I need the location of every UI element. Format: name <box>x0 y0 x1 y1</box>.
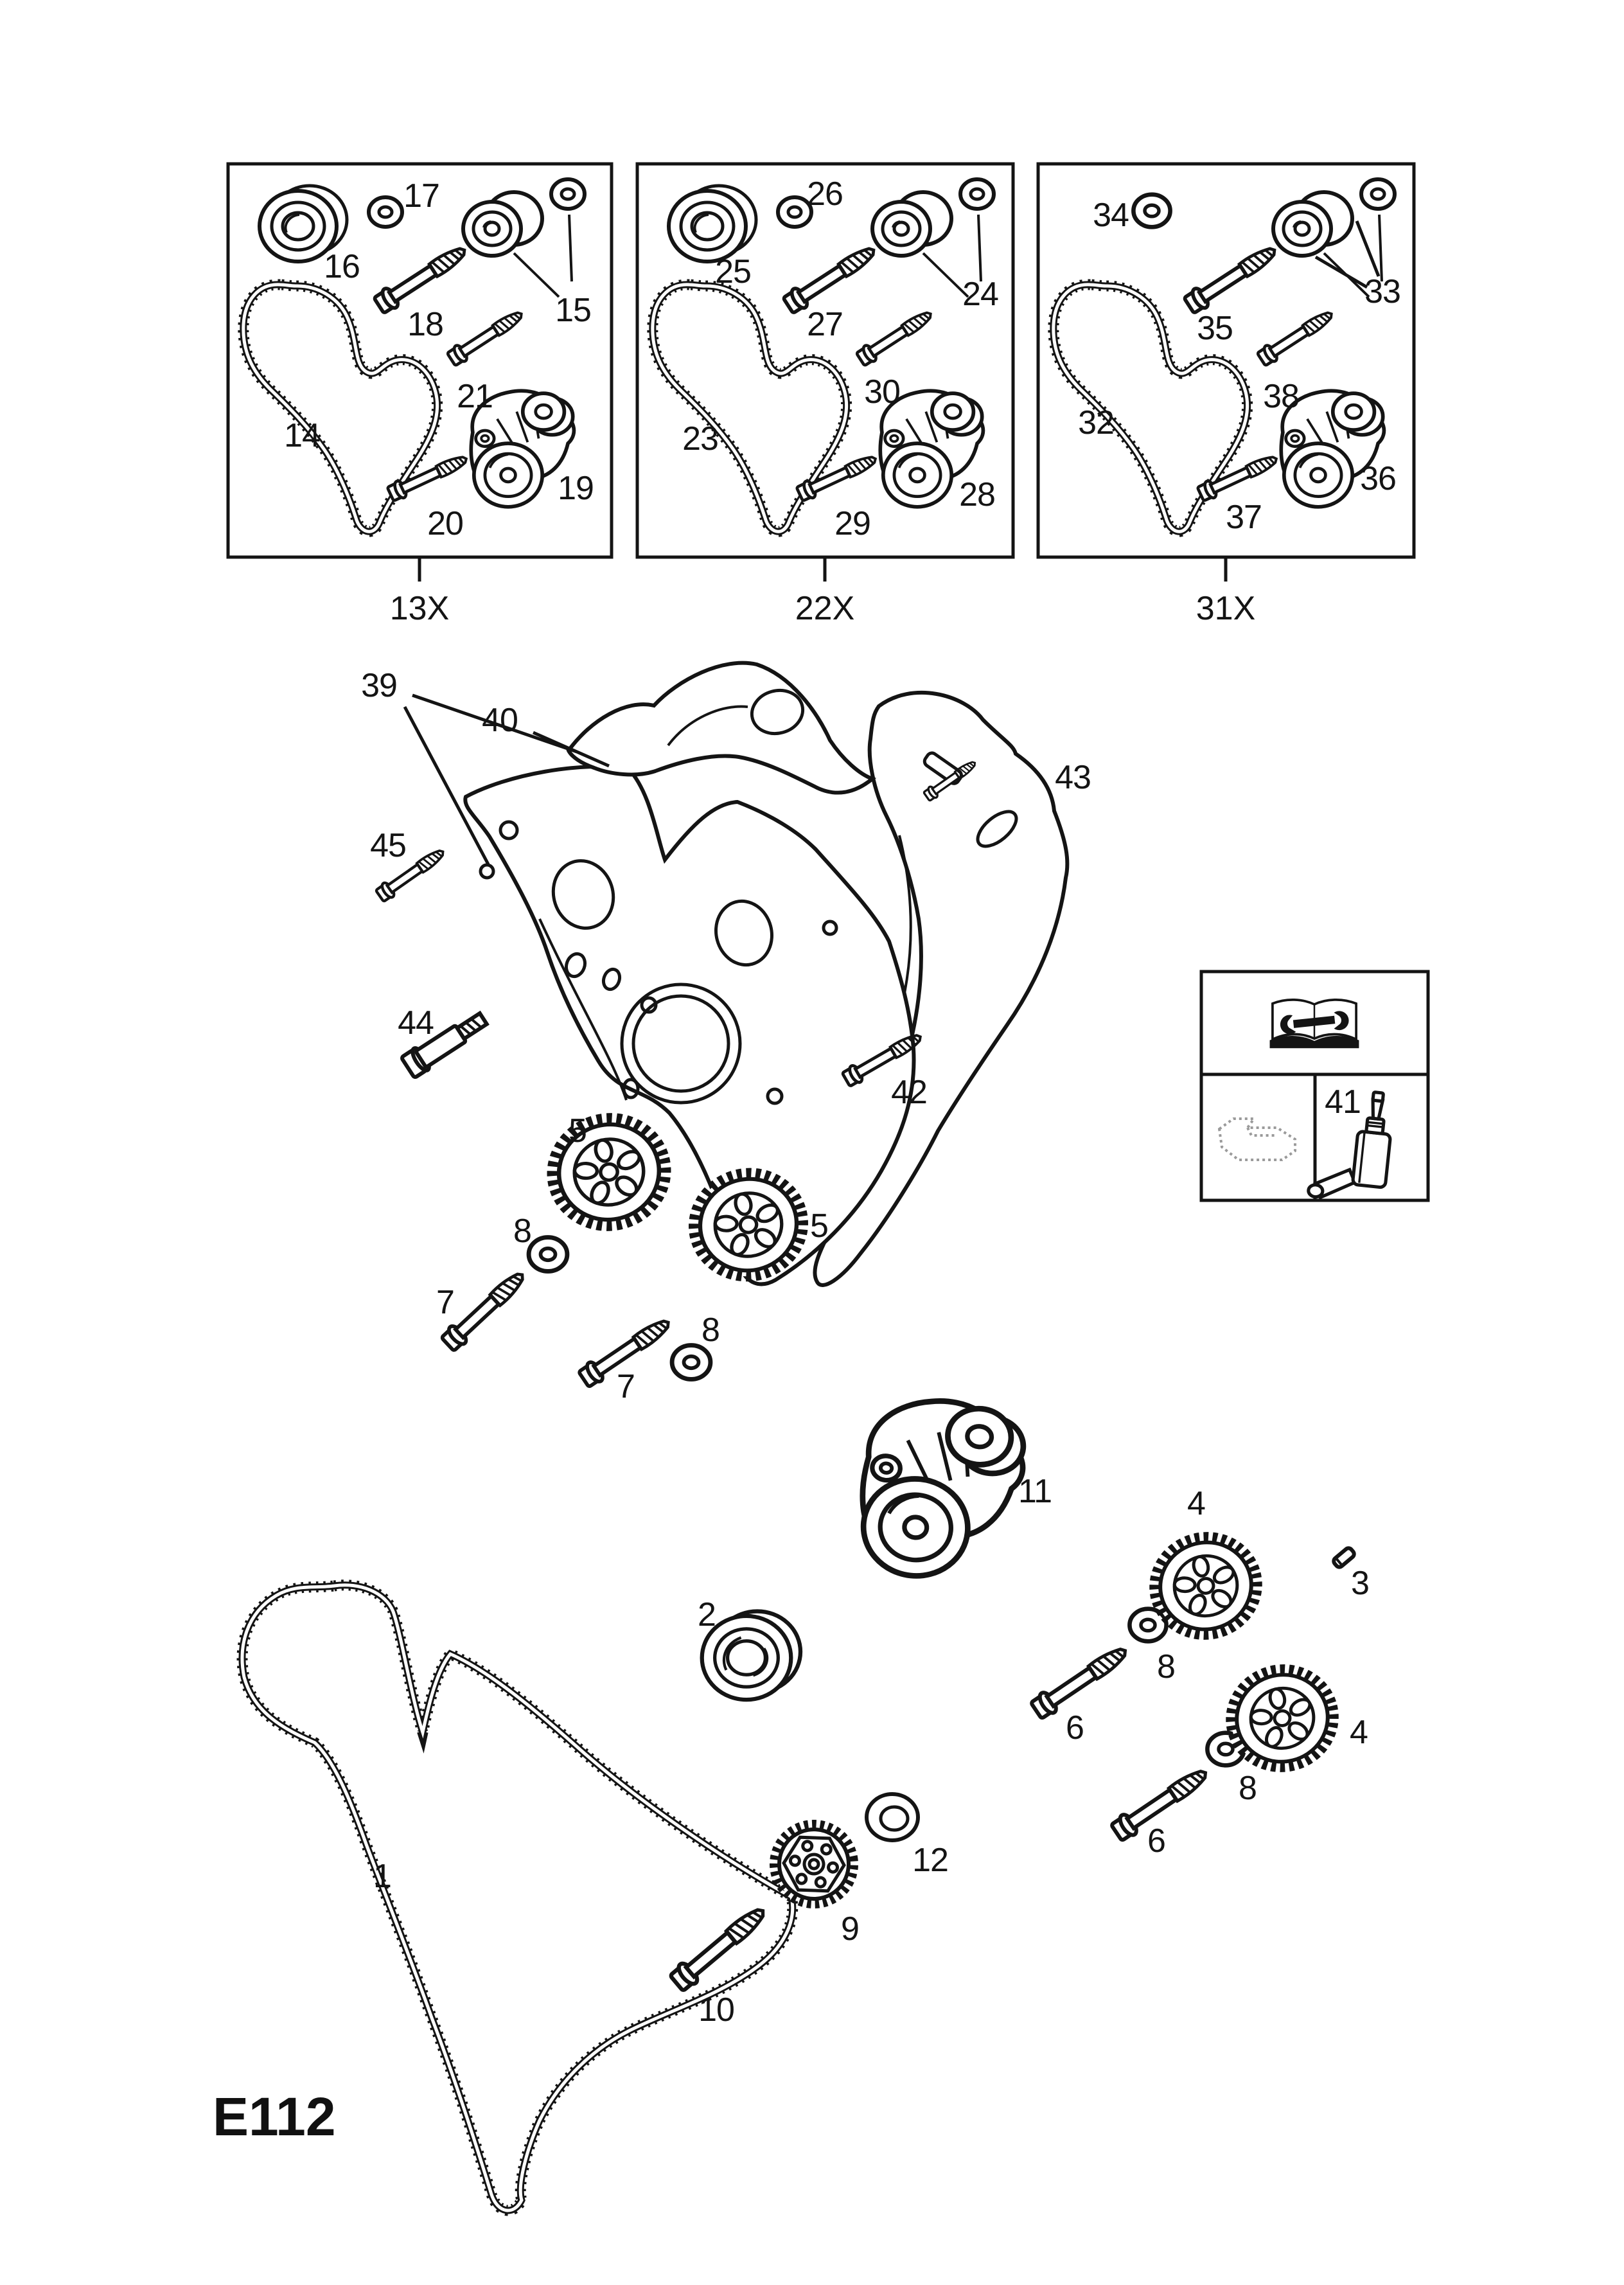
callout-12: 12 <box>912 1842 948 1879</box>
callout-8: 8 <box>513 1213 531 1250</box>
callout-7: 7 <box>436 1284 454 1321</box>
callout-28: 28 <box>959 476 995 513</box>
callout-21: 21 <box>457 378 493 415</box>
callout-9: 9 <box>841 1910 859 1948</box>
callout-15: 15 <box>555 292 591 329</box>
callout-42: 42 <box>891 1074 927 1111</box>
callout-24: 24 <box>962 276 998 313</box>
callout-30: 30 <box>864 373 900 411</box>
callout-18: 18 <box>407 306 443 343</box>
callout-27: 27 <box>807 306 843 343</box>
callout-33: 33 <box>1364 273 1400 310</box>
callout-40: 40 <box>482 702 518 739</box>
kit-label-13x: 13X <box>389 590 450 627</box>
callout-25: 25 <box>715 253 751 290</box>
callout-6: 6 <box>1066 1709 1084 1747</box>
kit-label-22x: 22X <box>795 590 855 627</box>
callout-19: 19 <box>558 470 594 507</box>
callout-36: 36 <box>1360 460 1396 497</box>
callout-20: 20 <box>427 505 463 542</box>
callout-45: 45 <box>370 827 406 864</box>
callout-8: 8 <box>1157 1648 1175 1685</box>
callout-10: 10 <box>698 1991 734 2029</box>
callout-37: 37 <box>1226 499 1262 536</box>
callout-26: 26 <box>807 175 843 213</box>
callout-41: 41 <box>1325 1083 1361 1121</box>
callout-3: 3 <box>1351 1565 1369 1602</box>
callout-17: 17 <box>403 177 439 215</box>
callout-8: 8 <box>702 1311 719 1349</box>
callout-38: 38 <box>1263 378 1299 415</box>
kit-label-31x: 31X <box>1196 590 1256 627</box>
callout-44: 44 <box>398 1004 434 1042</box>
callout-11: 11 <box>1018 1473 1052 1510</box>
callout-5: 5 <box>810 1207 828 1245</box>
callout-23: 23 <box>682 420 718 458</box>
callout-35: 35 <box>1197 310 1233 347</box>
callout-29: 29 <box>834 505 870 542</box>
callout-32: 32 <box>1078 404 1114 441</box>
callout-6: 6 <box>1147 1822 1165 1860</box>
callout-39: 39 <box>361 667 397 704</box>
drawing-code: E112 <box>213 2086 336 2147</box>
callout-7: 7 <box>617 1368 635 1405</box>
callout-34: 34 <box>1093 197 1129 234</box>
callout-2: 2 <box>698 1596 716 1633</box>
callout-4: 4 <box>1350 1714 1368 1751</box>
callout-5: 5 <box>569 1112 587 1150</box>
callout-4: 4 <box>1187 1485 1205 1522</box>
callout-8: 8 <box>1239 1770 1257 1807</box>
callout-1: 1 <box>373 1858 391 1895</box>
callout-43: 43 <box>1055 759 1091 796</box>
callout-16: 16 <box>324 248 360 285</box>
callout-14: 14 <box>284 417 320 454</box>
